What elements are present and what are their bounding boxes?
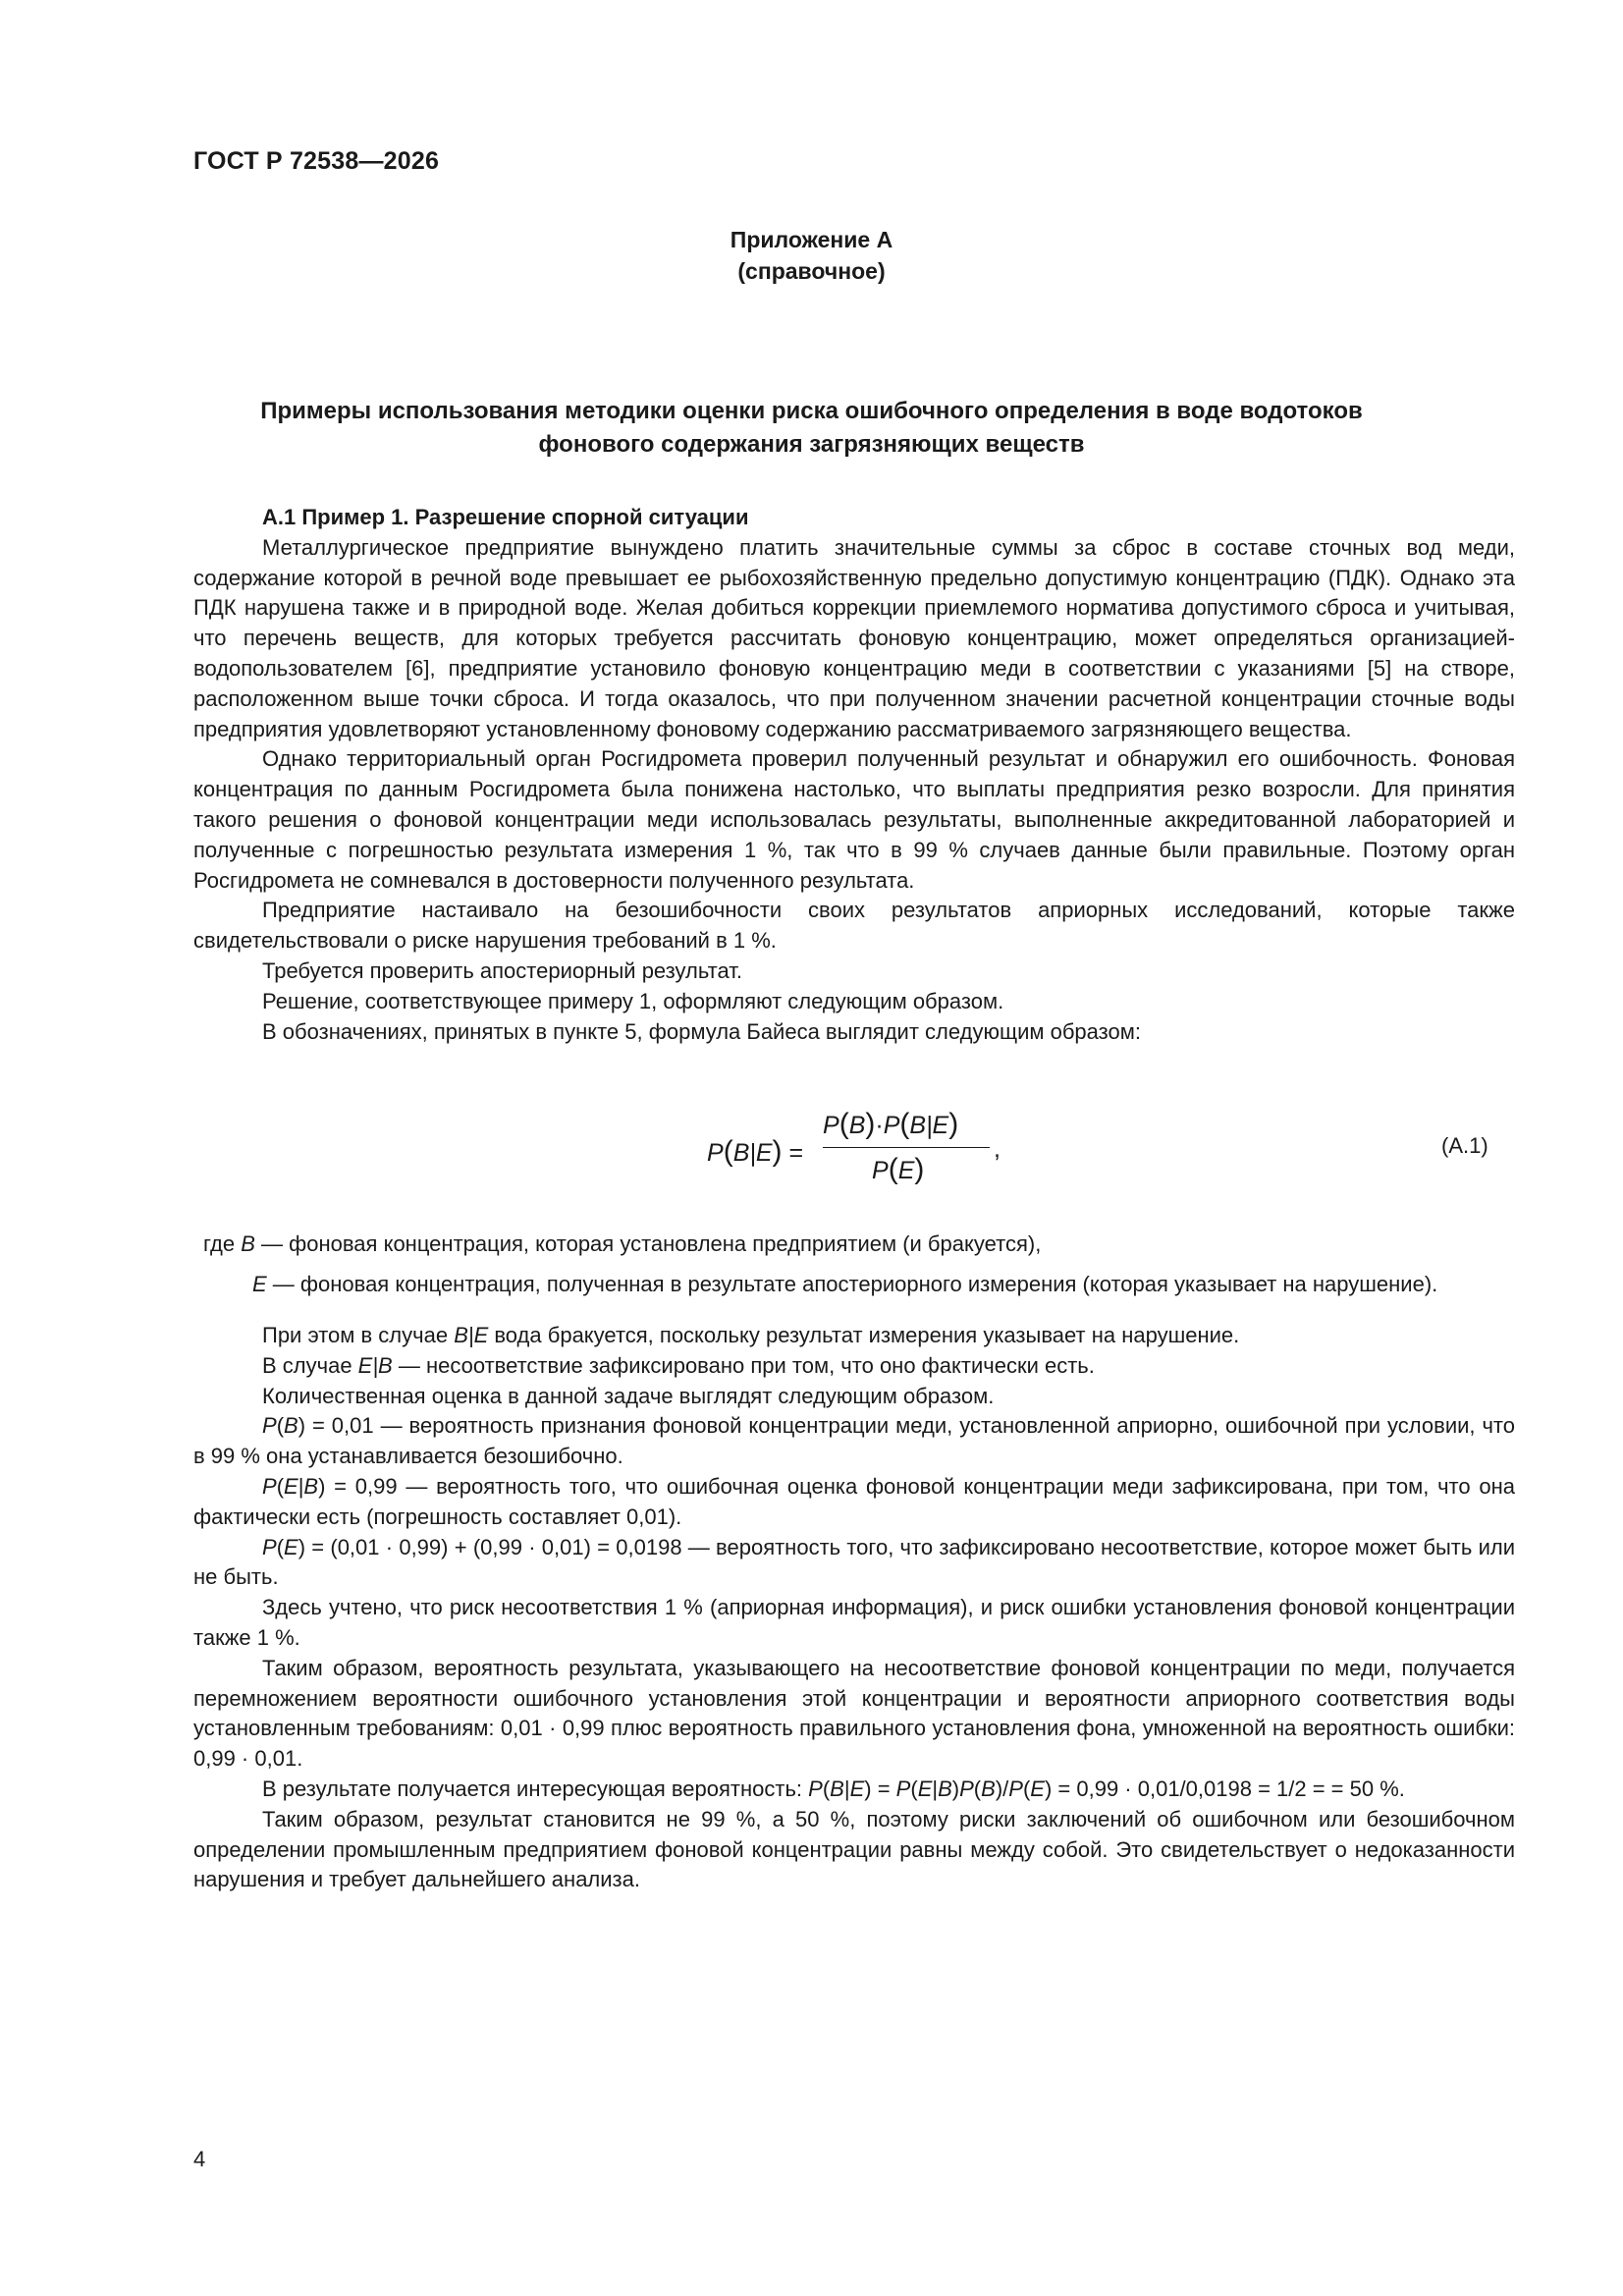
paragraph-6: В обозначениях, принятых в пункте 5, формула Байеса выглядит следующим образом: [262,1018,1141,1044]
fraction-bar [823,1147,990,1148]
paragraph-a8: Таким образом, вероятность результата, указывающего на несоответствие фоновой концентрации по меди, получается перемножением вероятности ошибочного установления этой концентрации и вероятности априорного соответствия воды установленным требованиям: 0,01 · 0,99 плюс вероятность правильного установления фона, умноженной на вероятность ошибки: 0,99 · 0,01. [193,1655,1515,1772]
paragraph-a6: P(E) = (0,01 · 0,99) + (0,99 · 0,01) = 0,0198 — вероятность того, что зафиксировано несоответствие, которое может быть или не быть. [193,1534,1515,1590]
body-text-continued [193,1321,1515,1895]
body-text [193,503,1515,1047]
paragraph-a3: Количественная оценка в данной задаче выглядят следующим образом. [262,1383,995,1408]
formula-comma: , [994,1135,1001,1163]
formula-numerator: P(B)·P(B|E) [823,1108,959,1140]
formula-denominator: P(E) [872,1153,925,1185]
paragraph-1: Металлургическое предприятие вынуждено платить значительные суммы за сброс в составе сточных вод меди, содержание которой в речной воде превышает ее рыбохозяйственную предельно допустимую концентрацию (ПДК). Однако эта ПДК нарушена также и в природной воде. Желая добиться коррекции приемлемого норматива допустимого сброса и учитывая, что перечень веществ, для которых требуется рассчитать фоновую концентрацию, может определяться организацией-водопользователем [6], предприятие установило фоновую концентрацию меди в соответствии с указаниями [5] на створе, расположенном выше точки сброса. И тогда оказалось, что при полученном значении расчетной концентрации сточные воды предприятия удовлетворяют установленному фоновому содержанию рассматриваемого загрязняющего вещества. [193,534,1515,741]
where-prefix: где [203,1231,242,1256]
section-heading: А.1 Пример 1. Разрешение спорной ситуации [262,505,749,529]
symbol-e: E [252,1271,267,1296]
paragraph-a9: В результате получается интересующая вероятность: P(B|E) = P(E|B)P(B)/P(E) = 0,99 · 0,01/0,0198 = 1/2 = = 50 %. [262,1776,1405,1801]
annex-title [137,395,1486,462]
paragraph-2: Однако территориальный орган Росгидромета проверил полученный результат и обнаружил его ошибочность. Фоновая концентрация по данным Росгидромета была понижена настолько, что выплаты предприятия резко возросли. Для принятия такого решения о фоновой концентрации меди использовалась результаты, выполненные аккредитованной лабораторией и полученные с погрешностью результата измерения 1 %, так что в 99 % случаев данные были правильные. Поэтому орган Росгидромета не сомневался в достоверности полученного результата. [193,746,1515,893]
where-e-text: — фоновая концентрация, полученная в результате апостериорного измерения (которая указывает на нарушение). [266,1271,1438,1296]
paragraph-a4: P(B) = 0,01 — вероятность признания фоновой концентрации меди, установленной априорно, ошибочной при условии, что в 99 % она устанавливается безошибочно. [193,1413,1515,1469]
paragraph-a10: Таким образом, результат становится не 99 %, а 50 %, поэтому риски заключений об ошибочном или безошибочном определении промышленным предприятием фоновой концентрации равны между собой. Это свидетельствует о недоказанности нарушения и требует дальнейшего анализа. [193,1806,1515,1892]
paragraph-a5: P(E|B) = 0,99 — вероятность того, что ошибочная оценка фоновой концентрации меди зафиксирована, при том, что она фактически есть (погрешность составляет 0,01). [193,1473,1515,1529]
formula-lhs: P(B|E) = [707,1135,804,1168]
annex-title-line-2: фонового содержания загрязняющих веществ [538,431,1085,458]
paragraph-5: Решение, соответствующее примеру 1, оформляют следующим образом. [262,988,1004,1013]
where-b-text: — фоновая концентрация, которая установлена предприятием (и бракуется), [254,1231,1042,1256]
symbol-b: B [241,1231,255,1256]
page-number: 4 [193,2147,206,2171]
paragraph-a2: В случае E|B — несоответствие зафиксировано при том, что оно фактически есть. [262,1352,1095,1378]
document-header: ГОСТ Р 72538—2026 [193,147,440,175]
formula-number: (А.1) [1441,1133,1488,1158]
bayes-formula [707,1108,1041,1196]
paragraph-a1: При этом в случае B|E вода бракуется, поскольку результат измерения указывает на нарушение. [262,1323,1240,1347]
where-e-definition [193,1270,1515,1300]
annex-title-line-1: Примеры использования методики оценки риска ошибочного определения в воде водотоков [260,398,1363,424]
paragraph-a7: Здесь учтено, что риск несоответствия 1 % (априорная информация), и риск ошибки установления фоновой концентрации также 1 %. [193,1595,1515,1650]
annex-label: Приложение А [730,227,893,252]
annex-type: (справочное) [737,258,886,284]
where-block [193,1230,1515,1300]
annex-heading [0,224,1623,287]
paragraph-4: Требуется проверить апостериорный результат. [262,957,742,983]
paragraph-3: Предприятие настаивало на безошибочности своих результатов априорных исследований, которые также свидетельствовали о риске нарушения требований в 1 %. [193,898,1515,954]
where-b-definition [193,1230,1515,1260]
